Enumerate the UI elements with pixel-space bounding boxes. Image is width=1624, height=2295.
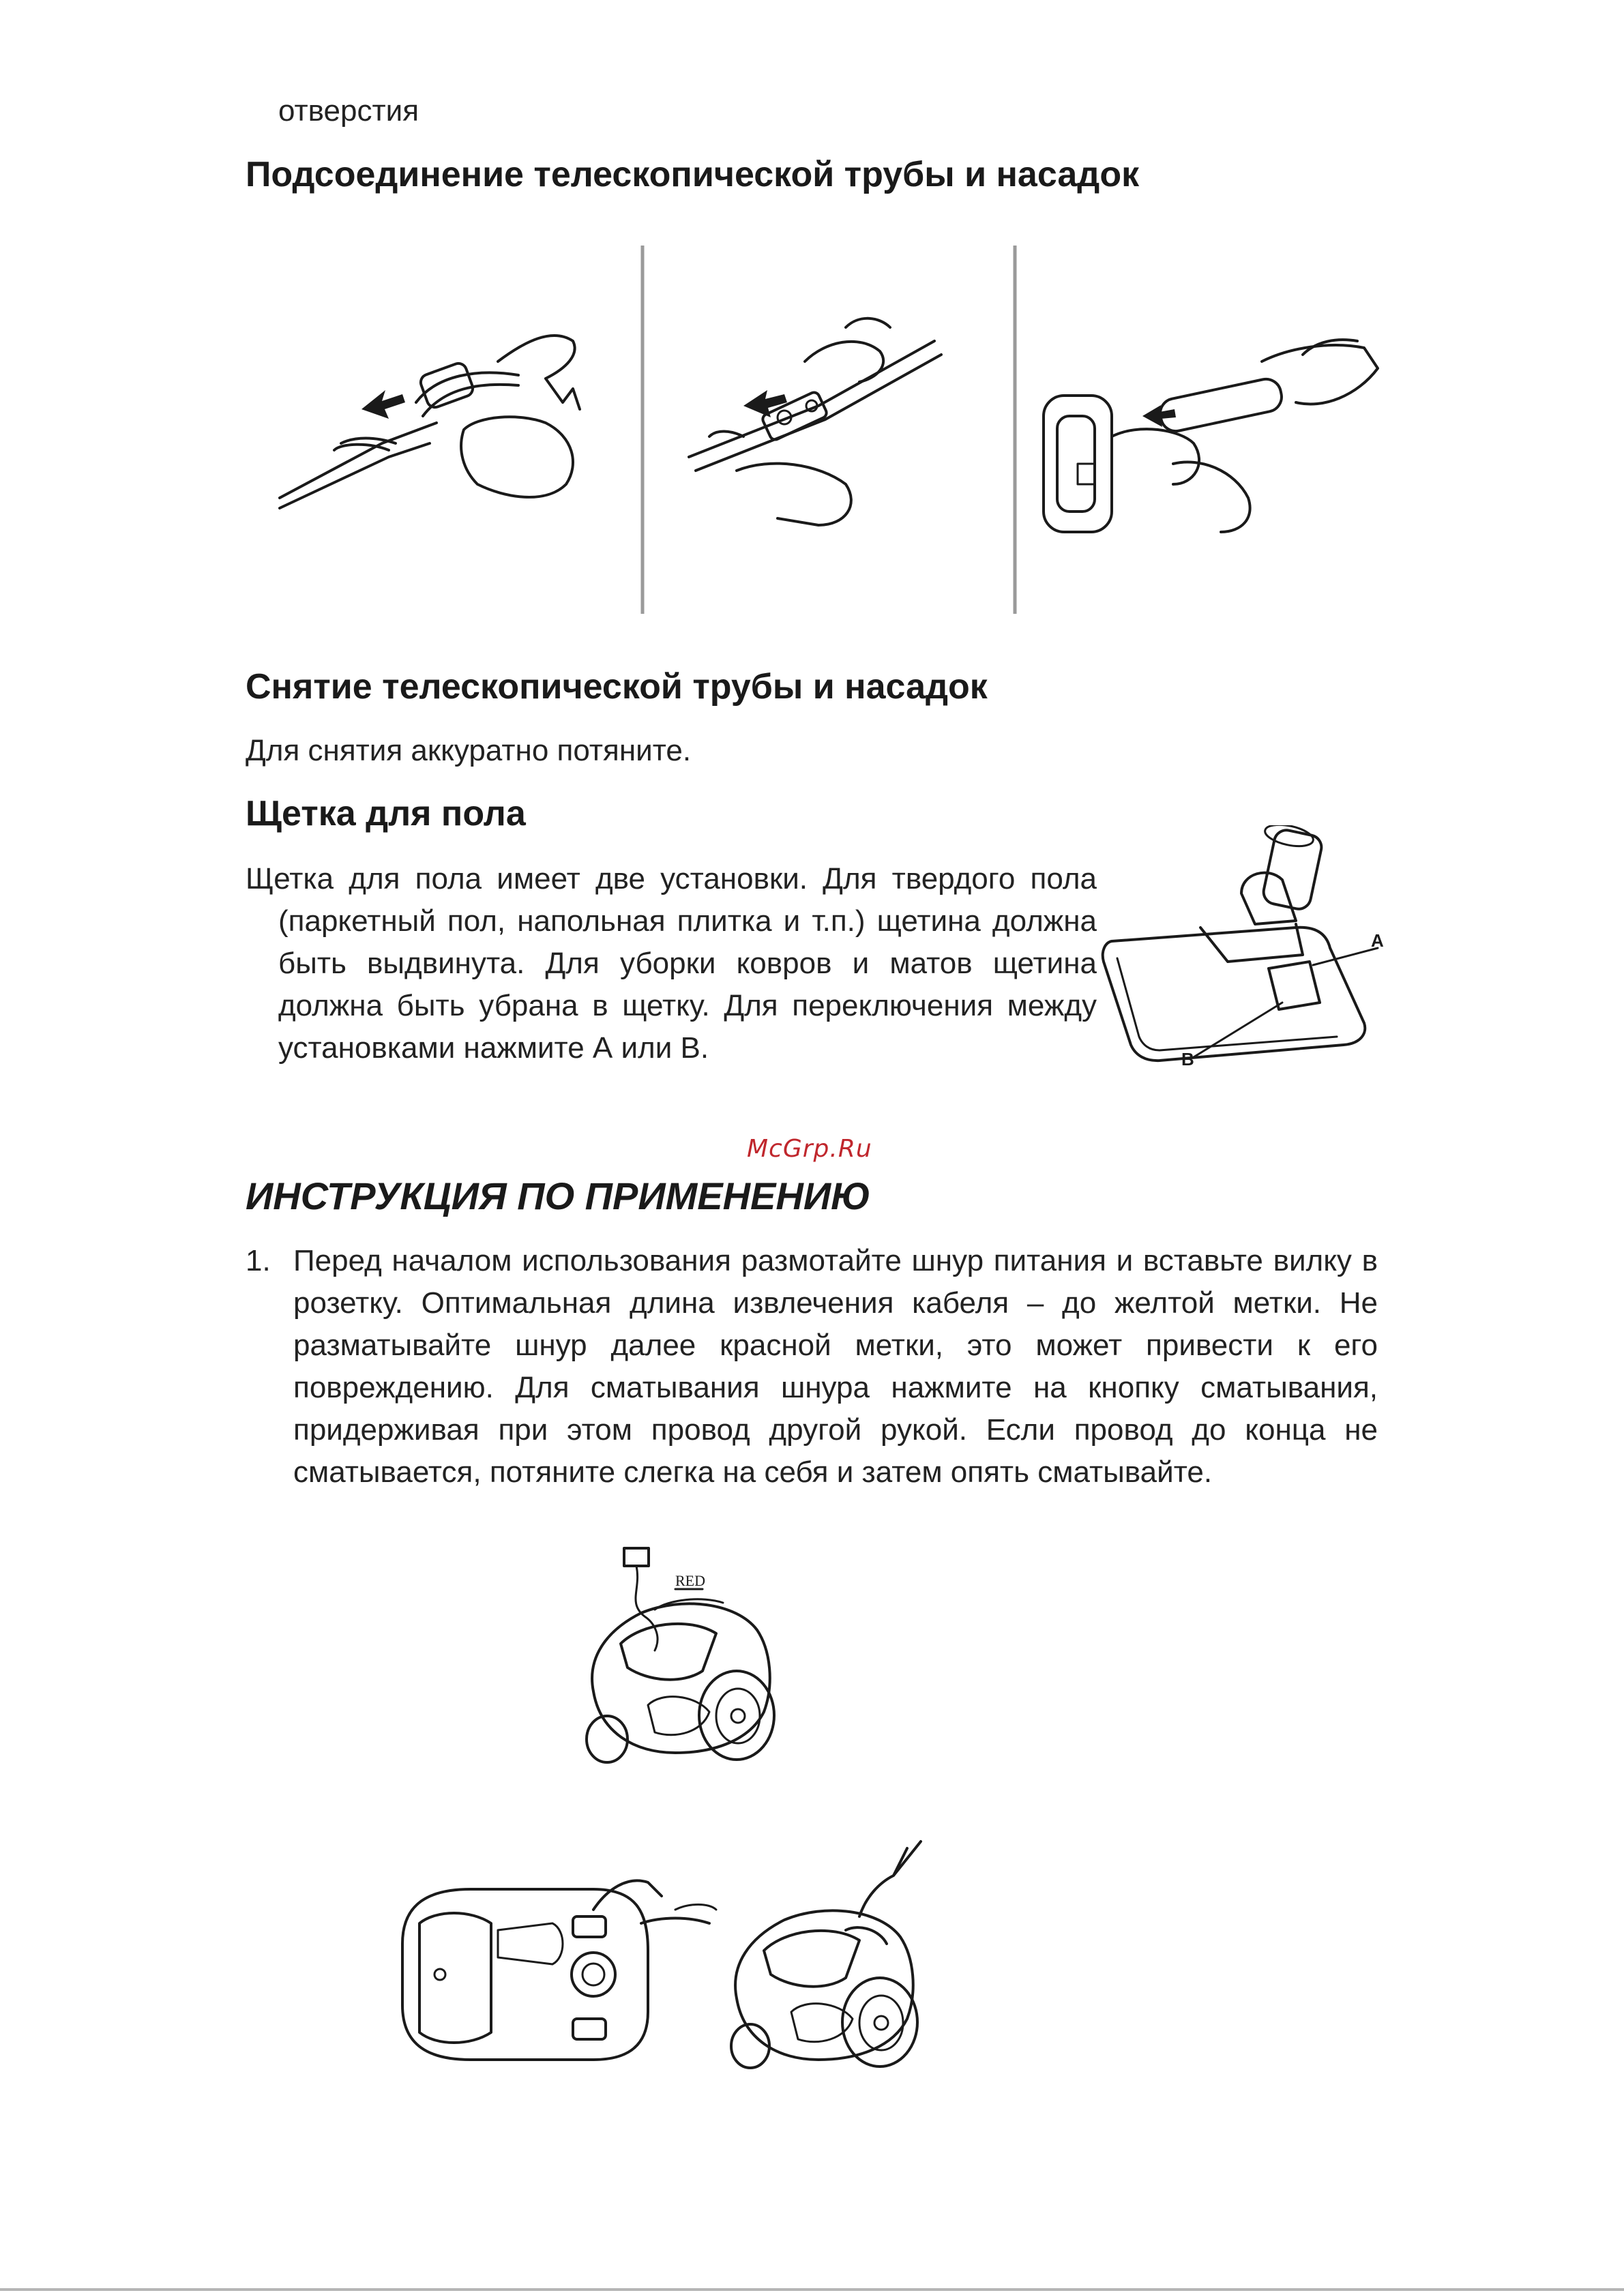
floor-brush-illustration	[1091, 825, 1391, 1084]
arrow-icon	[361, 390, 405, 419]
remove-instruction: Для снятия аккуратно потяните.	[246, 734, 692, 767]
nozzle-attachment-illustration	[1044, 340, 1378, 532]
page-bottom-rule	[0, 2288, 1624, 2291]
pipe-connection-illustrations	[259, 239, 1391, 621]
instruction-text: Перед началом использования размотайте шнур питания и вставьте вилку в розетку. Оптимальная длина извлечения кабеля – до желтой метки. Не разматывайте шнур далее красной метки, это может привести к его повреждению. Для сматывания шнура нажмите на кнопку сматывания, придерживая при этом провод другой рукой. Если провод до конца не сматывается, потяните слегка на себя и затем опять сматывайте.	[293, 1244, 1378, 1489]
hose-handle-illustration	[280, 336, 580, 508]
instruction-item	[246, 1240, 1378, 1494]
continuation-text: отверстия	[278, 94, 419, 128]
instruction-number: 1.	[246, 1244, 271, 1277]
arrow-icon	[743, 390, 787, 417]
arrow-icon	[1142, 405, 1176, 427]
section-title-remove: Снятие телескопической трубы и насадок	[246, 667, 988, 707]
vacuum-top-view-illustration	[402, 1880, 716, 2060]
floor-brush-description: Щетка для пола имеет две установки. Для твердого пола (паркетный пол, напольная плитка и т.п.) щетина должна быть выдвинута. Для уборки ковров и матов щетина должна быть убрана в щетку. Для переключения между установками нажмите А или В.	[246, 862, 1097, 1065]
brush-label-b: B	[1181, 1049, 1194, 1069]
pipe-assembly-illustration	[689, 319, 941, 525]
section-title-usage: ИНСТРУКЦИЯ ПО ПРИМЕНЕНИЮ	[246, 1174, 871, 1217]
watermark: McGrp.Ru	[747, 1135, 872, 1163]
section-title-floor-brush: Щетка для пола	[246, 794, 526, 833]
section-title-connect: Подсоединение телескопической трубы и насадок	[246, 155, 1140, 194]
vacuum-cleaner-illustrations	[389, 1535, 989, 2080]
brush-label-a: A	[1371, 930, 1384, 951]
vacuum-cord-illustration	[587, 1548, 774, 1762]
red-mark-label: RED	[675, 1572, 705, 1589]
vacuum-rewind-illustration	[731, 1841, 921, 2068]
